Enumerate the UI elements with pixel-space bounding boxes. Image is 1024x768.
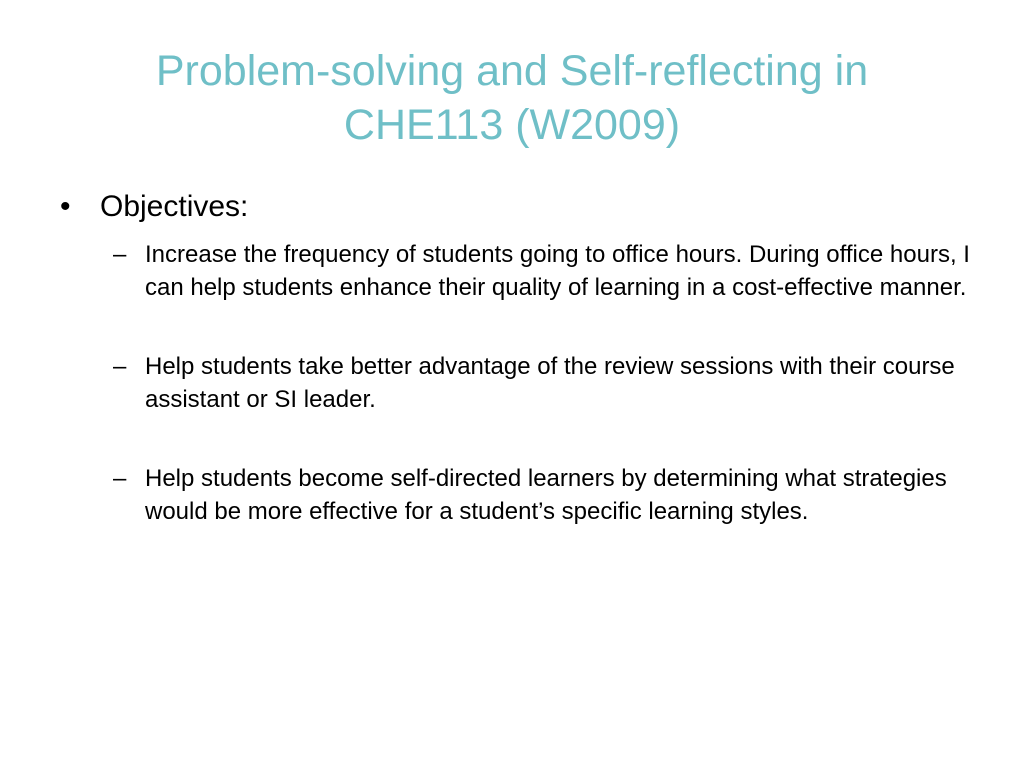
- objectives-heading: Objectives:: [100, 190, 249, 223]
- sub-bullet-3: [0, 462, 1024, 528]
- dash-icon: –: [113, 241, 127, 268]
- dash-icon: –: [113, 465, 127, 492]
- sub-bullet-1: [0, 238, 1024, 304]
- sub-bullet-2: [0, 350, 1024, 416]
- sub-bullet-text: Help students take better advantage of the review sessions with their course assistant or SI leader.: [145, 353, 955, 413]
- bullet-objectives: [0, 188, 1024, 226]
- slide-content: [0, 188, 1024, 574]
- dash-icon: –: [113, 353, 127, 380]
- bullet-icon: •: [60, 190, 71, 223]
- slide-title: Problem-solving and Self-reflecting in CHE113 (W2009): [155, 47, 869, 149]
- sub-bullet-text: Help students become self-directed learners by determining what strategies would be more effective for a student’s specific learning styles.: [145, 465, 947, 525]
- sub-bullet-text: Increase the frequency of students going to office hours. During office hours, I can help students enhance their quality of learning in a cost-effective manner.: [145, 241, 970, 301]
